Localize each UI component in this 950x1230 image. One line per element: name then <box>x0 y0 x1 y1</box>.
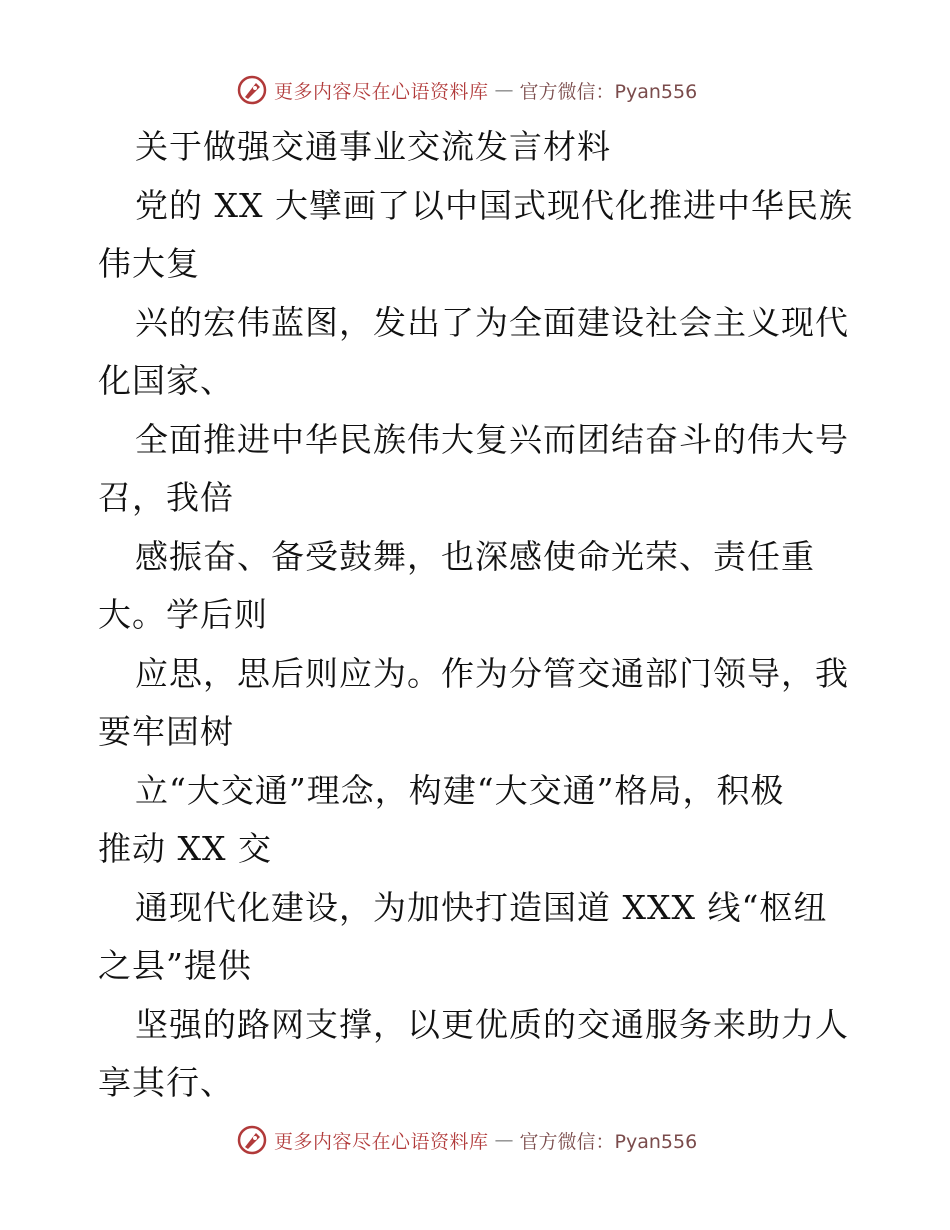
text-line: 坚强的路网支撑，以更优质的交通服务来助力人 <box>135 1004 849 1044</box>
text-line: 关于做强交通事业交流发言材料 <box>135 127 611 166</box>
text-line: 通现代化建设，为加快打造国道 XXX 线“枢纽 <box>135 887 828 927</box>
text-line: 全面推进中华民族伟大复兴而团结奋斗的伟大号 <box>135 419 849 459</box>
watermark-wechat: 官方微信：Pyan556 <box>519 80 698 103</box>
pen-nib-logo-icon <box>236 1124 268 1156</box>
footer-watermark <box>236 1122 756 1158</box>
watermark-separator: — <box>494 1129 514 1151</box>
watermark-separator: — <box>494 79 514 101</box>
text-line: 感振奋、备受鼓舞，也深感使命光荣、责任重 <box>135 536 815 576</box>
watermark-text: 更多内容尽在心语资料库 <box>274 80 489 103</box>
watermark-wechat: 官方微信：Pyan556 <box>519 1130 698 1153</box>
text-line: 化国家、 <box>98 361 234 400</box>
pen-nib-logo-icon <box>236 74 268 106</box>
text-line: 要牢固树 <box>98 712 234 751</box>
text-line: 享其行、 <box>98 1063 234 1102</box>
text-line: 召，我倍 <box>98 478 234 517</box>
text-line: 伟大复 <box>98 244 200 283</box>
text-line: 应思，思后则应为。作为分管交通部门领导，我 <box>135 653 849 693</box>
text-line: 立“大交通”理念，构建“大交通”格局，积极 <box>135 770 785 810</box>
text-line: 之县”提供 <box>98 946 252 985</box>
watermark-text: 更多内容尽在心语资料库 <box>274 1130 489 1153</box>
document-body <box>98 118 858 1113</box>
text-line: 兴的宏伟蓝图，发出了为全面建设社会主义现代 <box>135 302 849 342</box>
text-line: 大。学后则 <box>98 595 268 634</box>
header-watermark <box>236 72 756 108</box>
text-line: 推动 XX 交 <box>98 829 272 868</box>
text-line: 党的 XX 大擘画了以中国式现代化推进中华民族 <box>135 185 853 225</box>
